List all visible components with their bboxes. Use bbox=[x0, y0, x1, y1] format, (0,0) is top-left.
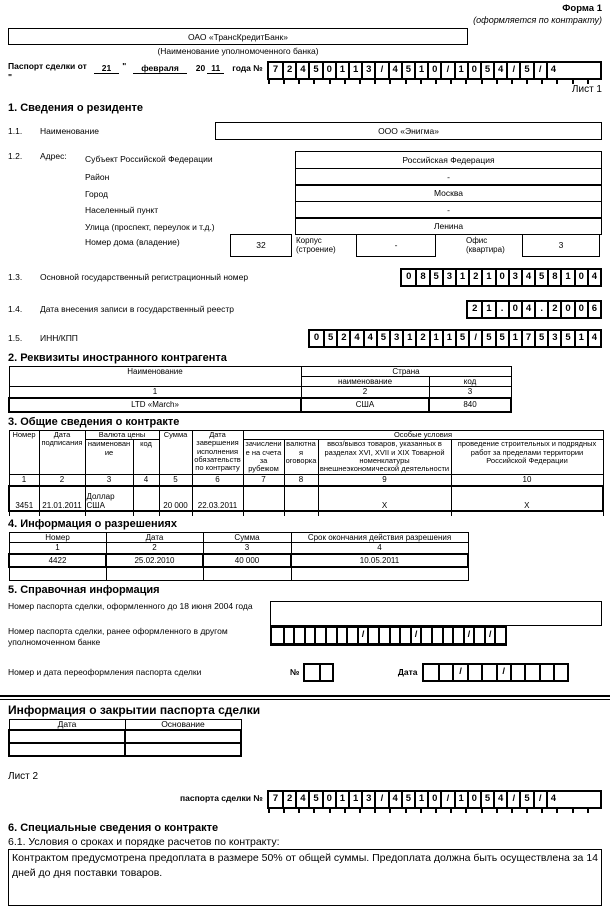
col-header-country-name: наименование bbox=[301, 376, 429, 386]
col-header-number: Номер bbox=[9, 532, 106, 542]
inn-kpp-row bbox=[8, 329, 602, 348]
passport-month-value: февраля bbox=[133, 63, 187, 74]
address-row-label: Субъект Российской Федерации bbox=[85, 154, 213, 164]
empty-cell bbox=[9, 511, 39, 516]
other-bank-passport-label: Номер паспорта сделки, ранее оформленного в другом уполномоченном банке bbox=[8, 625, 228, 647]
form-number-label: Форма 1 bbox=[562, 3, 602, 14]
col-number: 1 bbox=[9, 474, 39, 486]
col-number: 4 bbox=[133, 474, 159, 486]
counterparty-country: США bbox=[301, 398, 429, 412]
address-row-house bbox=[85, 234, 602, 257]
empty-cell bbox=[291, 567, 468, 580]
old-passport-box bbox=[270, 601, 602, 626]
contract-sign-date: 21.01.2011 bbox=[39, 486, 85, 511]
sheet2-passport-number-grid: 7 2 4 5 0 1 1 3 / 4 5 1 0 / 1 0 5 4 / 5 / 4 bbox=[267, 790, 602, 809]
empty-cell bbox=[192, 511, 243, 516]
empty-cell bbox=[85, 511, 133, 516]
empty-cell bbox=[318, 511, 451, 516]
item-number: 1.5. bbox=[8, 333, 23, 343]
contract-number: 3451 bbox=[9, 486, 39, 511]
item-number: 1.4. bbox=[8, 304, 23, 314]
foreign-counterparty-table bbox=[8, 366, 512, 413]
empty-cell bbox=[284, 511, 318, 516]
counterparty-name: LTD «March» bbox=[9, 398, 301, 412]
resident-address-block bbox=[8, 151, 602, 257]
col-header-amount: Сумма bbox=[203, 532, 291, 542]
payment-terms-box bbox=[8, 849, 602, 906]
double-rule-divider bbox=[0, 695, 610, 700]
col-header-expiry: Срок окончания действия разрешения bbox=[291, 532, 468, 542]
address-row-label: Район bbox=[85, 172, 110, 182]
house-number-box bbox=[230, 234, 292, 257]
col-header-import-export: ввоз/вывоз товаров, указанных в разделах XVI, XVII и XIX Товарной номенклатуры внешнеэкономической деятельности bbox=[319, 439, 450, 474]
passport-prefix bbox=[8, 61, 87, 82]
building-box bbox=[356, 234, 436, 257]
permissions-table bbox=[8, 532, 469, 581]
inn-kpp-label: ИНН/КПП bbox=[40, 333, 78, 343]
contract-info-table bbox=[8, 430, 604, 516]
section5-title: 5. Справочная информация bbox=[8, 583, 160, 596]
col-number: 3 bbox=[429, 386, 511, 398]
sheet2-passport-number-row bbox=[8, 790, 602, 813]
section6-subtitle: 6.1. Условия о сроках и порядке расчетов по контракту: bbox=[8, 836, 280, 849]
col-header-date: Дата bbox=[106, 532, 203, 542]
ogrn-grid: 0 8 5 3 1 2 1 0 3 4 5 8 1 0 4 bbox=[400, 268, 602, 287]
bank-name-caption: (Наименование уполномоченного банка) bbox=[157, 46, 319, 56]
address-value: - bbox=[447, 204, 450, 215]
counterparty-country-code: 840 bbox=[429, 398, 511, 412]
passport-number-suffix: года № bbox=[232, 63, 263, 73]
col-header-special-conditions: Особые условия bbox=[243, 430, 603, 439]
reissue-label: Номер и дата переоформления паспорта сделки bbox=[8, 667, 202, 678]
passport-number-row bbox=[8, 61, 602, 84]
house-number-value: 32 bbox=[256, 240, 266, 250]
resident-name-value: ООО «Энигма» bbox=[378, 126, 439, 136]
sheet2-passport-label: паспорта сделки № bbox=[180, 793, 263, 804]
address-value: Москва bbox=[433, 188, 464, 198]
empty-cell bbox=[125, 730, 241, 743]
col-number: 5 bbox=[159, 474, 192, 486]
sheet-2-label: Лист 2 bbox=[8, 771, 39, 783]
resident-name-box bbox=[215, 122, 602, 140]
house-number-label: Номер дома (владение) bbox=[85, 236, 180, 247]
col-header-basis: Основание bbox=[125, 719, 241, 730]
col-number: 2 bbox=[106, 543, 203, 555]
col-number: 6 bbox=[192, 474, 243, 486]
col-header-sign-date: Дата подписания bbox=[39, 430, 85, 474]
col-header-currency-code: код bbox=[133, 440, 159, 475]
empty-cell bbox=[39, 511, 85, 516]
old-passport-label: Номер паспорта сделки, оформленного до 18 июня 2004 года bbox=[8, 600, 253, 611]
other-bank-passport-grid: / / / / bbox=[270, 626, 507, 645]
col-number: 3 bbox=[203, 543, 291, 555]
address-value-box bbox=[295, 184, 602, 202]
col-number: 1 bbox=[9, 543, 106, 555]
section4-title: 4. Информация о разрешениях bbox=[8, 517, 177, 530]
col-number: 2 bbox=[301, 386, 429, 398]
address-value-box bbox=[295, 201, 602, 219]
registry-date-grid: 2 1 . 0 4 . 2 0 0 6 bbox=[466, 300, 602, 319]
col-number: 9 bbox=[318, 474, 451, 486]
empty-cell bbox=[203, 567, 291, 580]
passport-number-grid-wrap bbox=[267, 61, 602, 84]
registry-date-label: Дата внесения записи в государственный реестр bbox=[40, 304, 234, 314]
item-number: 1.2. bbox=[8, 151, 23, 161]
passport-prefix-text: Паспорт сделки от bbox=[8, 61, 87, 71]
empty-cell bbox=[243, 511, 284, 516]
passport-century: 20 bbox=[195, 63, 206, 73]
section2-title: 2. Реквизиты иностранного контрагента bbox=[8, 351, 227, 364]
address-row-label: Улица (проспект, переулок и т.д.) bbox=[85, 221, 215, 232]
contract-completion-date: 22.03.2011 bbox=[192, 486, 243, 511]
passport-year-value: 11 bbox=[207, 63, 224, 74]
resident-name-row bbox=[8, 122, 602, 140]
contract-import-export-flag: X bbox=[318, 486, 451, 511]
passport-number-grid: 7 2 4 5 0 1 1 3 / 4 5 1 0 / 1 0 5 4 / 5 / 4 bbox=[267, 61, 602, 80]
permission-amount: 40 000 bbox=[203, 554, 291, 567]
bank-name: ОАО «ТрансКредитБанк» bbox=[188, 31, 288, 42]
contract-currency-clause bbox=[284, 486, 318, 511]
section6-title: 6. Специальные сведения о контракте bbox=[8, 822, 219, 835]
address-value-box bbox=[295, 168, 602, 186]
office-value: 3 bbox=[558, 240, 564, 250]
empty-cell bbox=[451, 511, 603, 516]
empty-cell bbox=[106, 567, 203, 580]
col-header-date: Дата bbox=[9, 719, 125, 730]
ogrn-row bbox=[8, 268, 602, 287]
form-note: (оформляется по контракту) bbox=[473, 15, 602, 25]
col-header-currency-name: наименование bbox=[85, 440, 133, 475]
col-header-amount: Сумма bbox=[159, 430, 192, 474]
col-header-currency: Валюта цены bbox=[85, 430, 159, 439]
col-number: 2 bbox=[39, 474, 85, 486]
col-number: 4 bbox=[291, 543, 468, 555]
address-value: Ленина bbox=[433, 221, 464, 231]
address-label: Адрес: bbox=[40, 151, 67, 161]
other-bank-grid-wrap bbox=[270, 626, 507, 648]
building-label: Корпус (строение) bbox=[296, 235, 336, 254]
col-header-country-code: код bbox=[429, 376, 511, 386]
address-value: - bbox=[447, 171, 450, 182]
permission-number: 4422 bbox=[9, 554, 106, 567]
address-row-label: Город bbox=[85, 188, 108, 199]
address-row-subject bbox=[85, 151, 602, 169]
address-value-box bbox=[295, 151, 602, 169]
reissue-number-grid bbox=[303, 663, 333, 682]
reissue-number-label: № bbox=[290, 667, 300, 678]
close-quote-mark: " bbox=[122, 61, 127, 71]
contract-construction-flag: X bbox=[451, 486, 603, 511]
item-number: 1.1. bbox=[8, 126, 23, 136]
empty-cell bbox=[9, 567, 106, 580]
empty-cell bbox=[125, 743, 241, 756]
payment-terms-text: Контрактом предусмотрена предоплата в размере 50% от общей суммы. Предоплата должна быть осуществлена за 14 дней до дня поставки товаров. bbox=[12, 852, 598, 879]
contract-currency-code bbox=[133, 486, 159, 511]
passport-day-value: 21 bbox=[94, 63, 119, 74]
address-value-box bbox=[295, 217, 602, 235]
col-header-currency-clause: валютная оговорка bbox=[284, 440, 318, 475]
col-header-completion-date: Дата завершения исполнения обязательств по контракту bbox=[192, 430, 243, 474]
empty-cell bbox=[9, 743, 125, 756]
empty-cell bbox=[133, 511, 159, 516]
ogrn-label: Основной государственный регистрационный номер bbox=[40, 272, 249, 282]
address-row-label: Населенный пункт bbox=[85, 205, 159, 215]
item-number: 1.3. bbox=[8, 272, 23, 282]
col-number: 10 bbox=[451, 474, 603, 486]
section1-title: 1. Сведения о резиденте bbox=[8, 102, 143, 114]
sheet2-grid-wrap bbox=[267, 790, 602, 813]
closing-table bbox=[8, 719, 242, 758]
registry-date-row bbox=[8, 300, 602, 319]
col-header-name: Наименование bbox=[9, 366, 301, 386]
grid-ticks bbox=[267, 80, 602, 84]
col-header-country: Страна bbox=[301, 366, 511, 376]
empty-cell bbox=[159, 511, 192, 516]
bank-name-box bbox=[8, 28, 468, 45]
reissue-date-label: Дата bbox=[397, 667, 418, 678]
section3-title: 3. Общие сведения о контракте bbox=[8, 415, 180, 428]
col-number: 7 bbox=[243, 474, 284, 486]
grid-ticks bbox=[267, 809, 602, 813]
open-quote-mark: " bbox=[8, 71, 13, 82]
reissue-date-grid: / / bbox=[422, 663, 570, 682]
other-bank-passport-row bbox=[8, 626, 602, 648]
address-rows bbox=[85, 151, 602, 257]
resident-name-label: Наименование bbox=[40, 126, 99, 136]
sheet-1-label: Лист 1 bbox=[571, 84, 602, 95]
contract-credit-abroad bbox=[243, 486, 284, 511]
permission-date: 25.02.2010 bbox=[106, 554, 203, 567]
inn-kpp-grid: 0 5 2 4 4 5 3 1 2 1 1 5 / 5 5 1 7 5 3 5 1 4 bbox=[308, 329, 602, 348]
address-value: Российская Федерация bbox=[402, 155, 495, 165]
building-value: - bbox=[394, 240, 398, 250]
reissue-row bbox=[8, 663, 602, 682]
old-passport-row bbox=[8, 601, 602, 626]
closing-section-title: Информация о закрытии паспорта сделки bbox=[8, 702, 261, 717]
col-header-construction: проведение строительных и подрядных работ за пределами территории Российской Федерации bbox=[451, 440, 603, 475]
office-box bbox=[522, 234, 600, 257]
permission-expiry: 10.05.2011 bbox=[291, 554, 468, 567]
contract-currency-name: Доллар США bbox=[85, 486, 133, 511]
col-header-number: Номер bbox=[9, 430, 39, 474]
col-number: 1 bbox=[9, 386, 301, 398]
col-number: 3 bbox=[85, 474, 133, 486]
contract-amount: 20 000 bbox=[159, 486, 192, 511]
grid-underline bbox=[270, 645, 507, 646]
office-label: Офис (квартира) bbox=[466, 235, 505, 254]
col-number: 8 bbox=[284, 474, 318, 486]
empty-cell bbox=[9, 730, 125, 743]
col-header-credit-abroad: зачисление на счета за рубежом bbox=[243, 440, 284, 475]
